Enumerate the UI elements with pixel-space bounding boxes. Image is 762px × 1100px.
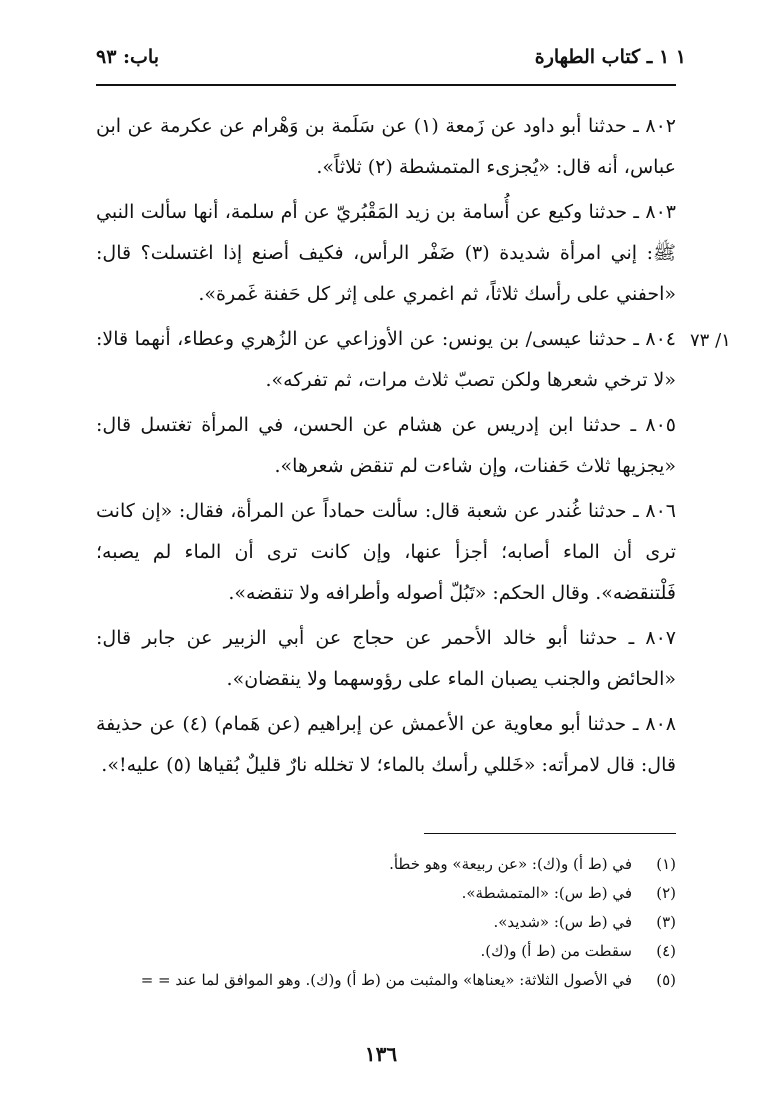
footnote-text: في (ط س): «المتمشطة». (461, 884, 632, 902)
footnote-text: سقطت من (ط أ) و(ك). (480, 942, 632, 960)
footnote-5 (86, 966, 676, 995)
header-divider (96, 84, 676, 86)
hadith-802: ٨٠٢ ـ حدثنا أبو داود عن زَمعة (١) عن سَلَمة بن وَهْرام عن عكرمة عن ابن عباس، أنه قال: «يُجزىء المتمشطة (٢) ثلاثاً». (96, 115, 676, 178)
main-text (96, 106, 676, 790)
footnote-4 (86, 937, 676, 966)
hadith-807: ٨٠٧ ـ حدثنا أبو خالد الأحمر عن حجاج عن أبي الزبير عن جابر قال: «الحائض والجنب يصبان الماء على رؤوسهما ولا ينقضان». (96, 627, 676, 690)
hadith-804: ٨٠٤ ـ حدثنا عيسى/ بن يونس: عن الأوزاعي عن الزُهري وعطاء، أنهما قالا: «لا ترخي شعرها ولكن تصبّ ثلاث مرات، ثم تفركه». (96, 328, 676, 391)
hadith-805: ٨٠٥ ـ حدثنا ابن إدريس عن هشام عن الحسن، في المرأة تغتسل قال: «يجزيها ثلاث حَفنات، وإن شاءت لم تنقض شعرها». (96, 414, 676, 477)
chapter-title: ١ ١ ـ كتاب الطهارة (534, 46, 686, 68)
footnote-2 (86, 879, 676, 908)
footnote-number: (٣) (656, 913, 676, 931)
footnote-text: في (ط أ) و(ك): «عن ربيعة» وهو خطأ. (389, 855, 632, 873)
running-header (96, 40, 686, 80)
footnote-text: في (ط س): «شديد». (493, 913, 632, 931)
footnote-number: (١) (656, 855, 676, 873)
footnote-number: (٢) (656, 884, 676, 902)
footnote-number: (٥) (656, 971, 676, 989)
footnote-divider (424, 833, 676, 834)
page-number: ١٣٦ (364, 1042, 398, 1066)
hadith-808: ٨٠٨ ـ حدثنا أبو معاوية عن الأعمش عن إبراهيم (عن هَمام) (٤) عن حذيفة قال: قال لامرأته: «خَللي رأسك بالماء؛ لا تخلله نارٌ قليلٌ بُقياها (٥) عليه!». (96, 713, 676, 776)
footnote-3 (86, 908, 676, 937)
hadith-803: ٨٠٣ ـ حدثنا وكيع عن أُسامة بن زيد المَقْبُريّ عن أم سلمة، أنها سألت النبي ﷺ: إني امرأة شديدة (٣) ضَفْر الرأس، فكيف أصنع إذا اغتسلت؟ قال: «احفني على رأسك ثلاثاً، ثم اغمري على إثر كل حَفنة غَمرة». (96, 201, 676, 305)
footnote-1 (86, 850, 676, 879)
footnote-text: في الأصول الثلاثة: «يعناها» والمثبت من (ط أ) و(ك). وهو الموافق لما عند = = (140, 971, 632, 989)
margin-reference: ١/ ٧٣ (690, 330, 731, 351)
footnotes (86, 850, 676, 995)
hadith-806: ٨٠٦ ـ حدثنا غُندر عن شعبة قال: سألت حماداً عن المرأة، فقال: «إن كانت ترى أن الماء أصابه؛ أجزأ عنها، وإن كانت ترى أن الماء لم يصبه؛ فَلْتنقضه». وقال الحكم: «تَبُلّ أصوله وأطرافه ولا تنقضه». (96, 500, 676, 604)
footnote-number: (٤) (656, 942, 676, 960)
section-number: باب: ٩٣ (96, 46, 160, 68)
